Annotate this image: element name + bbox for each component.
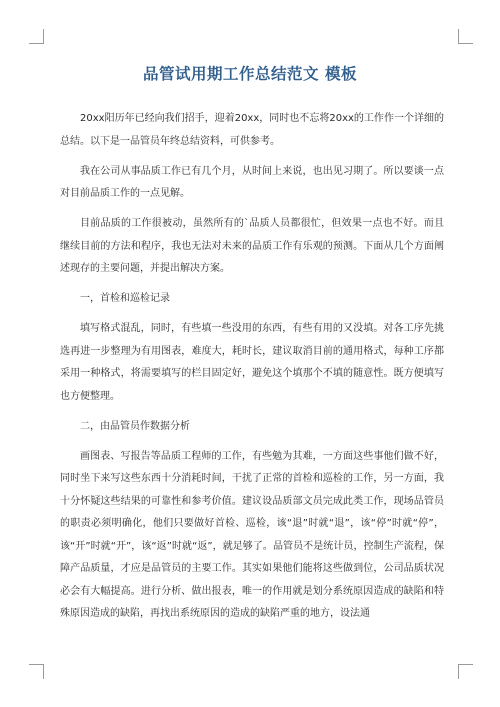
paragraph-current-state: 目前品质的工作很被动，虽然所有的`品质人员都很忙，但效果一点也不好。而且继续目前的方法和程序，我也无法对未来的品质工作有乐观的预测。下面从几个方面阐述现存的主要问题，并提出解决方案。 [60,218,444,274]
paragraph-background: 我在公司从事品质工作已有几个月，从时间上来说，也出见习期了。所以要谈一点对目前品质工作的一点见解。 [60,165,444,199]
section-heading-1: 一，首检和巡检记录 [80,293,170,304]
document-title: 品管试用期工作总结范文 模板 [143,65,357,83]
crop-mark-bottom-right [458,664,473,679]
document-body [60,108,444,633]
paragraph-intro: 20xx阳历年已经向我们招手，迎着20xx，同时也不忘将20xx的工作作一个详细的总结。以下是一品管员年终总结资料，可供参考。 [60,113,444,147]
section-paragraph-1: 填写格式混乱，同时，有些填一些没用的东西，有些有用的又没填。对各工序先挑选再进一步整理为有用图表，难度大，耗时长，建议取消目前的通用格式，每种工序都采用一种格式，将需要填写的栏目固定好，避免这个填那个不填的随意性。既方便填写也方便整理。 [60,323,444,402]
section-heading-2: 二，由品管员作数据分析 [80,420,190,432]
crop-mark-top-left [29,29,44,44]
section-paragraph-2: 画图表、写报告等品质工程师的工作，有些勉为其难，一方面这些事他们做不好，同时坐下来写这些东西十分消耗时间，干扰了正常的首检和巡检的工作，另一方面，我十分怀疑这些结果的可靠性和参考价值。建议设品质部文员完成此类工作，现场品管员的职责必须明确化，他们只要做好首检、巡检，该“退”时就“退”，该“停”时就“停”，该“开”时就“开”，该“返”时就“返”，就足够了。品管员不是统计员，控制生产流程，保障产品质量，才应是品管员的主要工作。其实如果他们能将这些做到位，公司品质状况必会有大幅提高。进行分析、做出报表，唯一的作用就是划分系统原因造成的缺陷和特殊原因造成的缺陷，再找出系统原因的造成的缺陷严重的地方，设法通 [60,450,444,619]
crop-mark-top-right [458,29,473,44]
crop-mark-bottom-left [29,664,44,679]
